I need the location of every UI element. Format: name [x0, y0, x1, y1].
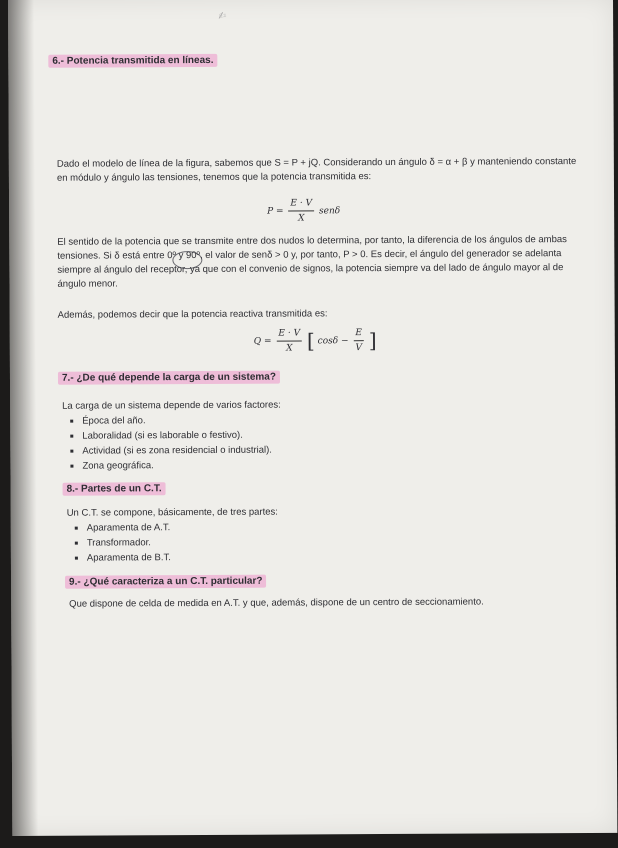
- formula-1-denominator: X: [298, 213, 305, 224]
- sec8-intro: Un C.T. se compone, básicamente, de tres partes:: [66, 506, 278, 519]
- page-fold-shadow: [8, 0, 38, 836]
- formula-2-bracket-open: [: [306, 328, 315, 353]
- sec9-paragraph: Que dispone de celda de medida en A.T. y que, además, dispone de un centro de seccionamiento.: [69, 596, 484, 610]
- heading-section-8: [63, 482, 166, 497]
- formula-1-numerator: E · V: [288, 196, 314, 211]
- sec7-factor-list: [66, 411, 532, 474]
- heading-section-6: [48, 54, 217, 69]
- formula-reactive-power: [254, 326, 377, 356]
- handwritten-circle: [172, 251, 202, 269]
- document-page: [8, 0, 617, 836]
- formula-2-inner-fraction: [353, 326, 364, 355]
- formula-2-numerator: E · V: [276, 326, 302, 341]
- list-item: ▪ Época del año.: [82, 412, 532, 428]
- list-item: ▪ Aparamenta de A.T.: [87, 519, 537, 535]
- formula-1-fraction: [288, 196, 314, 225]
- formula-2-bracket-close: ]: [368, 328, 377, 353]
- formula-2-lhs: Q =: [253, 336, 272, 347]
- sec6-paragraph-1: Dado el modelo de línea de la figura, sabemos que S = P + jQ. Considerando un ángulo δ = α + β y manteniendo constante en módulo y ángulo las tensiones, tenemos que la potencia transmitida es:: [56, 156, 577, 184]
- heading-7-text: 7.- ¿De qué depende la carga de un sistema?: [58, 371, 280, 385]
- formula-2-fraction: [276, 326, 302, 355]
- formula-2-inner-denominator: V: [355, 343, 363, 354]
- heading-section-9: [65, 575, 266, 590]
- list-item: ▪ Actividad (si es zona residencial o industrial).: [82, 442, 532, 458]
- list-item: ▪ Transformador.: [87, 534, 537, 550]
- list-item: ▪ Aparamenta de B.T.: [87, 549, 537, 565]
- sec8-parts-list: [71, 518, 537, 566]
- formula-2-cos: cosδ −: [317, 336, 349, 347]
- formula-1-sin: senδ: [318, 206, 341, 217]
- sec6-paragraph-2: El sentido de la potencia que se transmite entre dos nudos lo determina, por tanto, la diferencia de los ángulos de ambas tensiones. Si δ está entre 0º y 90º, el valor de senδ > 0 y, por tanto, P > 0. Es decir, el ángulo del generador se adelanta siempre al ángulo del receptor, ya que con el convenio de signos, la potencia siempre va del lado de ángulo mayor al de ángulo menor.: [57, 234, 567, 290]
- sec6-paragraph-3: Además, podemos decir que la potencia reactiva transmitida es:: [57, 308, 328, 321]
- heading-8-text: 8.- Partes de un C.T.: [63, 482, 166, 496]
- heading-section-7: [58, 371, 280, 386]
- formula-active-power: [267, 196, 340, 225]
- formula-2-inner-numerator: E: [353, 326, 364, 341]
- list-item: ▪ Zona geográfica.: [82, 457, 532, 473]
- list-item: ▪ Laboralidad (si es laborable o festivo).: [82, 427, 532, 443]
- sec7-intro: La carga de un sistema depende de varios factores:: [62, 399, 281, 412]
- heading-9-text: 9.- ¿Qué caracteriza a un C.T. particular?: [65, 575, 266, 589]
- pencil-mark: ✍: [217, 10, 228, 23]
- heading-6-text: 6.- Potencia transmitida en líneas.: [48, 54, 217, 68]
- formula-2-denominator: X: [286, 343, 293, 354]
- formula-1-lhs: P =: [267, 206, 284, 217]
